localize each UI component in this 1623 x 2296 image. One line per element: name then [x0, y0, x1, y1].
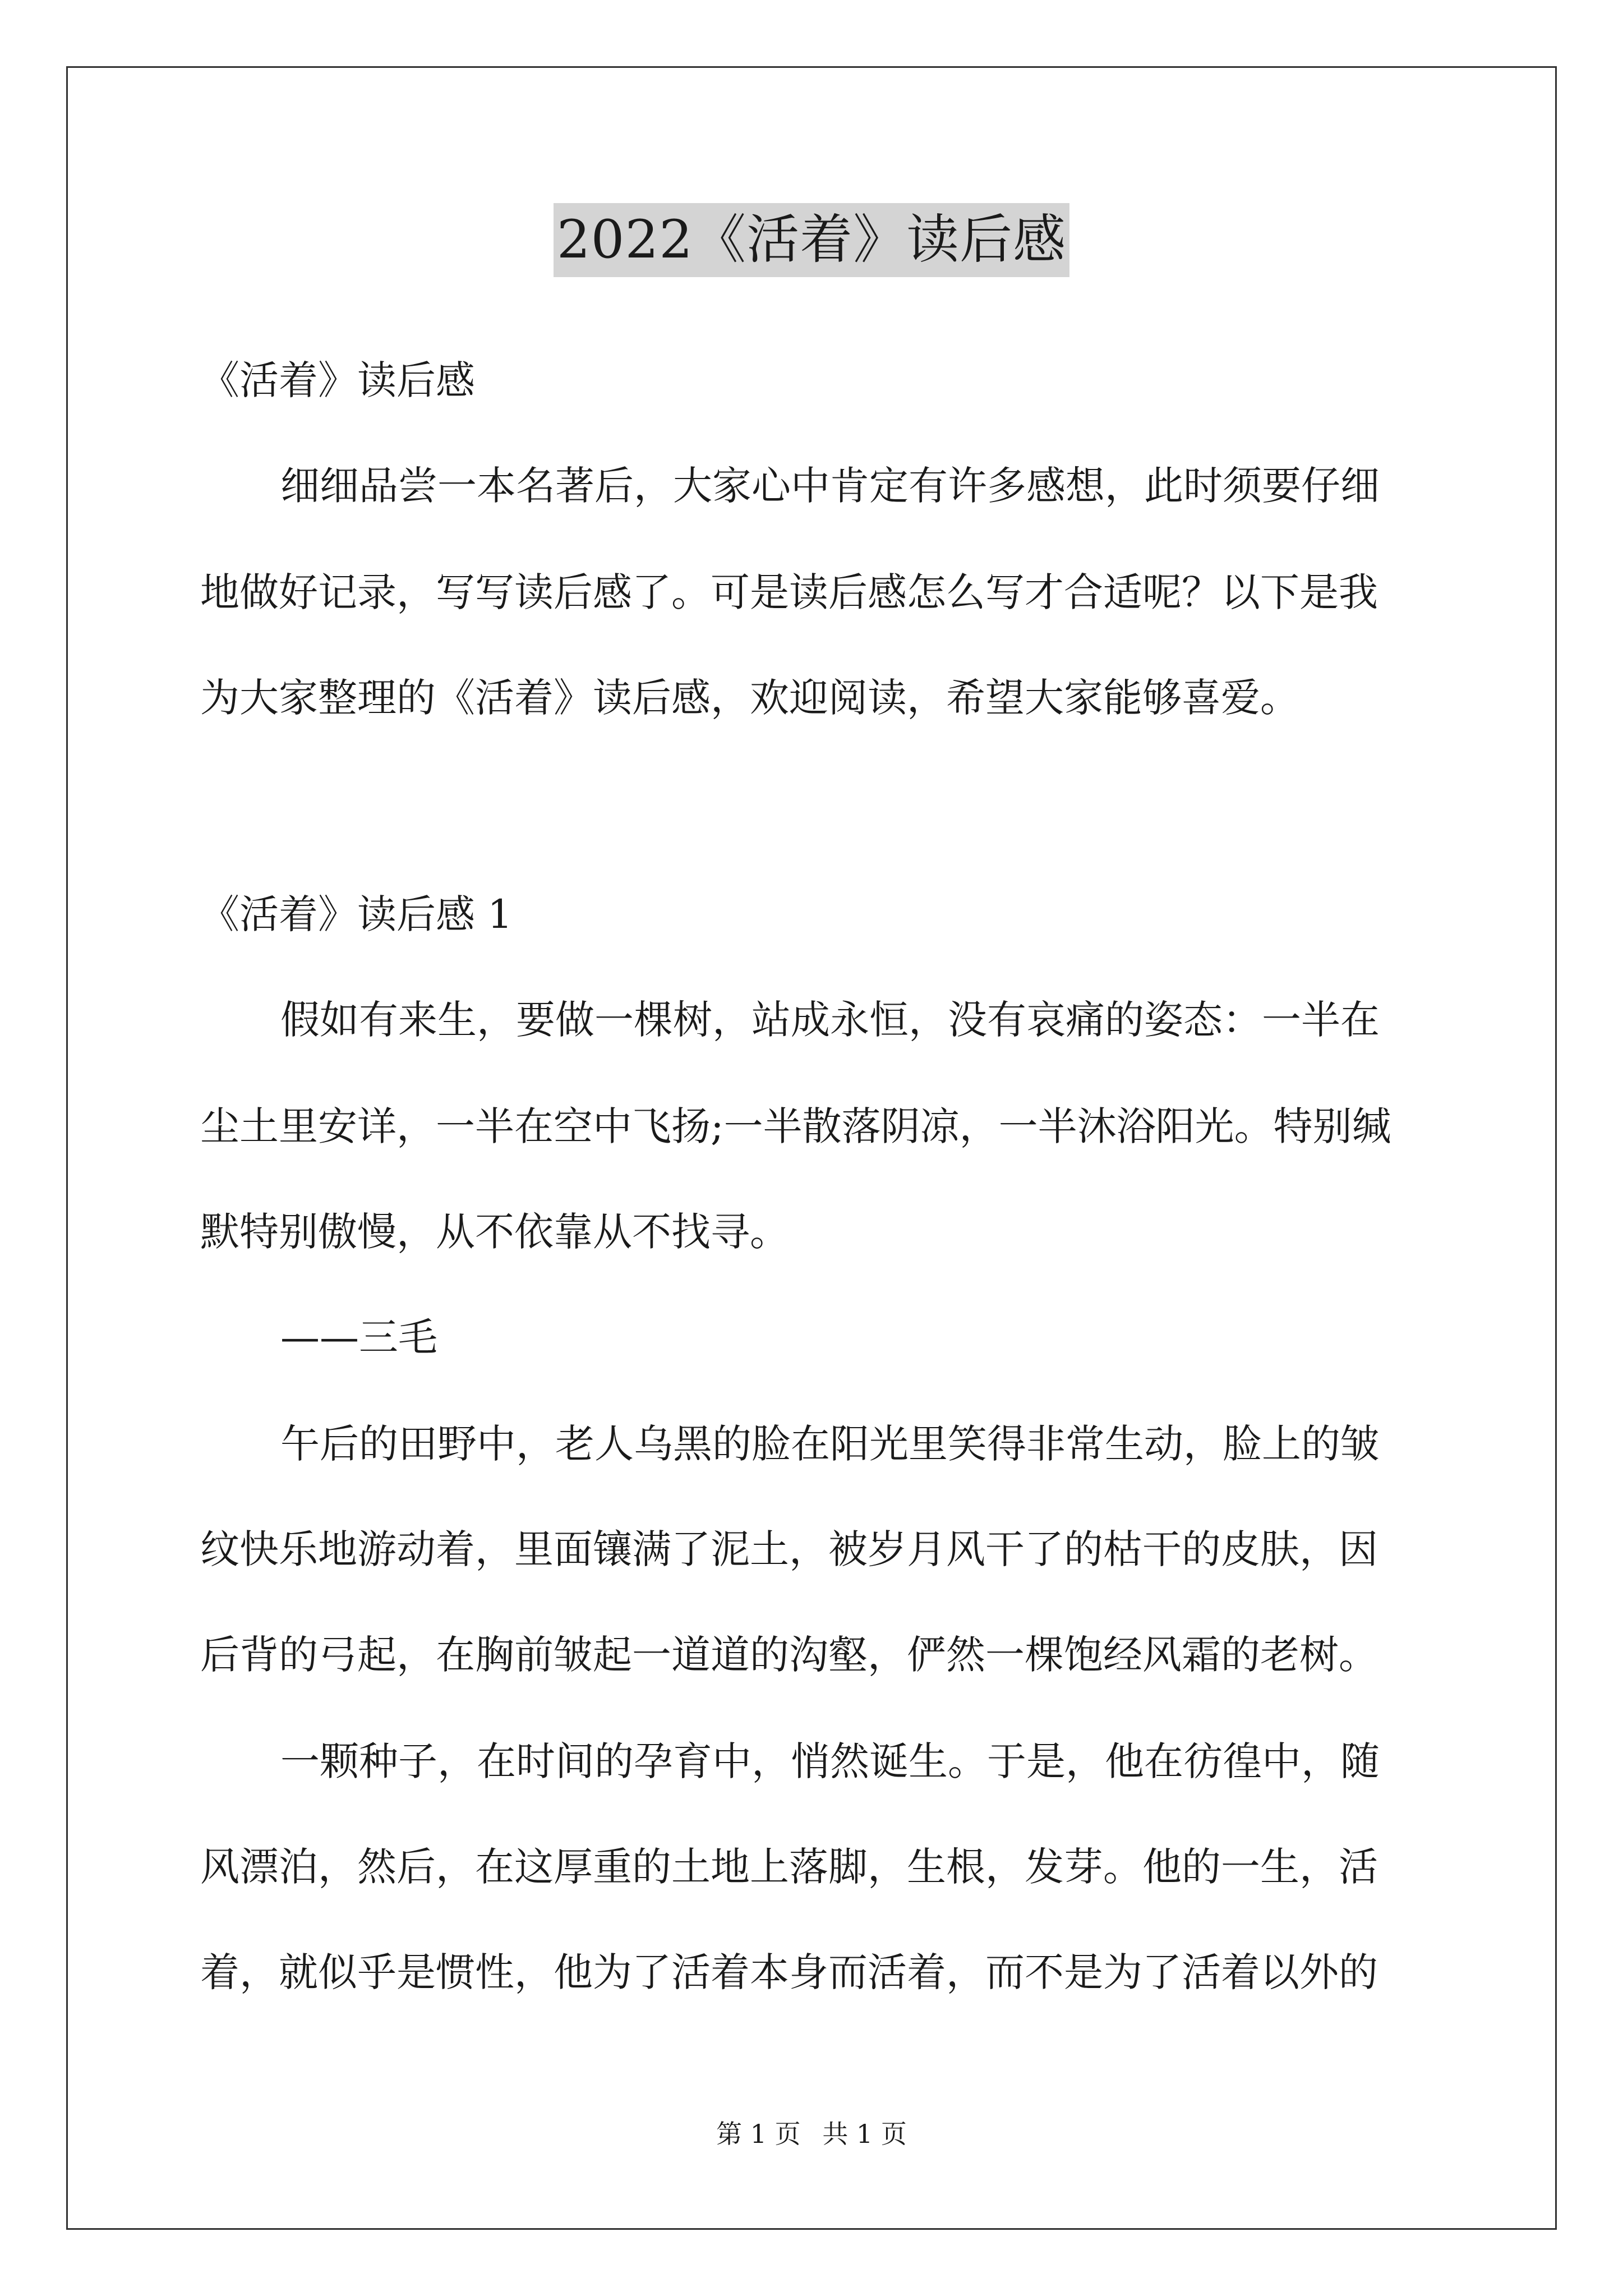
para3-line-1: 一颗种子，在时间的孕育中，悄然诞生。于是，他在彷徨中，随 [280, 1738, 1380, 1784]
page-footer [0, 2117, 1623, 2151]
page-number-current: 第 1 页 [716, 2119, 801, 2149]
para3-line-2: 风漂泊，然后，在这厚重的土地上落脚，生根，发芽。他的一生，活 [200, 1844, 1378, 1890]
section-heading-intro: 《活着》读后感 [200, 357, 475, 403]
quote-line-2: 尘土里安详，一半在空中飞扬;一半散落阴凉，一半沐浴阳光。特别缄 [200, 1103, 1391, 1149]
quote-line-3: 默特别傲慢，从不依靠从不找寻。 [200, 1209, 789, 1255]
para3-line-3: 着，就似乎是惯性，他为了活着本身而活着，而不是为了活着以外的 [200, 1949, 1378, 1995]
page-number-total: 共 1 页 [822, 2119, 907, 2149]
section-heading-1: 《活着》读后感 1 [200, 891, 513, 937]
intro-line-1: 细细品尝一本名著后，大家心中肯定有许多感想，此时须要仔细 [280, 463, 1380, 509]
para2-line-3: 后背的弓起，在胸前皱起一道道的沟壑，俨然一棵饱经风霜的老树。 [200, 1632, 1378, 1678]
para2-line-2: 纹快乐地游动着，里面镶满了泥土，被岁月风干了的枯干的皮肤，因 [200, 1526, 1378, 1572]
para2-line-1: 午后的田野中，老人乌黑的脸在阳光里笑得非常生动，脸上的皱 [280, 1421, 1380, 1467]
quote-author: ——三毛 [280, 1314, 437, 1360]
quote-line-1: 假如有来生，要做一棵树，站成永恒，没有哀痛的姿态：一半在 [280, 997, 1380, 1043]
intro-line-2: 地做好记录，写写读后感了。可是读后感怎么写才合适呢？以下是我 [200, 569, 1378, 615]
document-title: 2022《活着》读后感 [554, 203, 1069, 277]
intro-line-3: 为大家整理的《活着》读后感，欢迎阅读，希望大家能够喜爱。 [200, 675, 1299, 721]
title-container [0, 203, 1623, 277]
